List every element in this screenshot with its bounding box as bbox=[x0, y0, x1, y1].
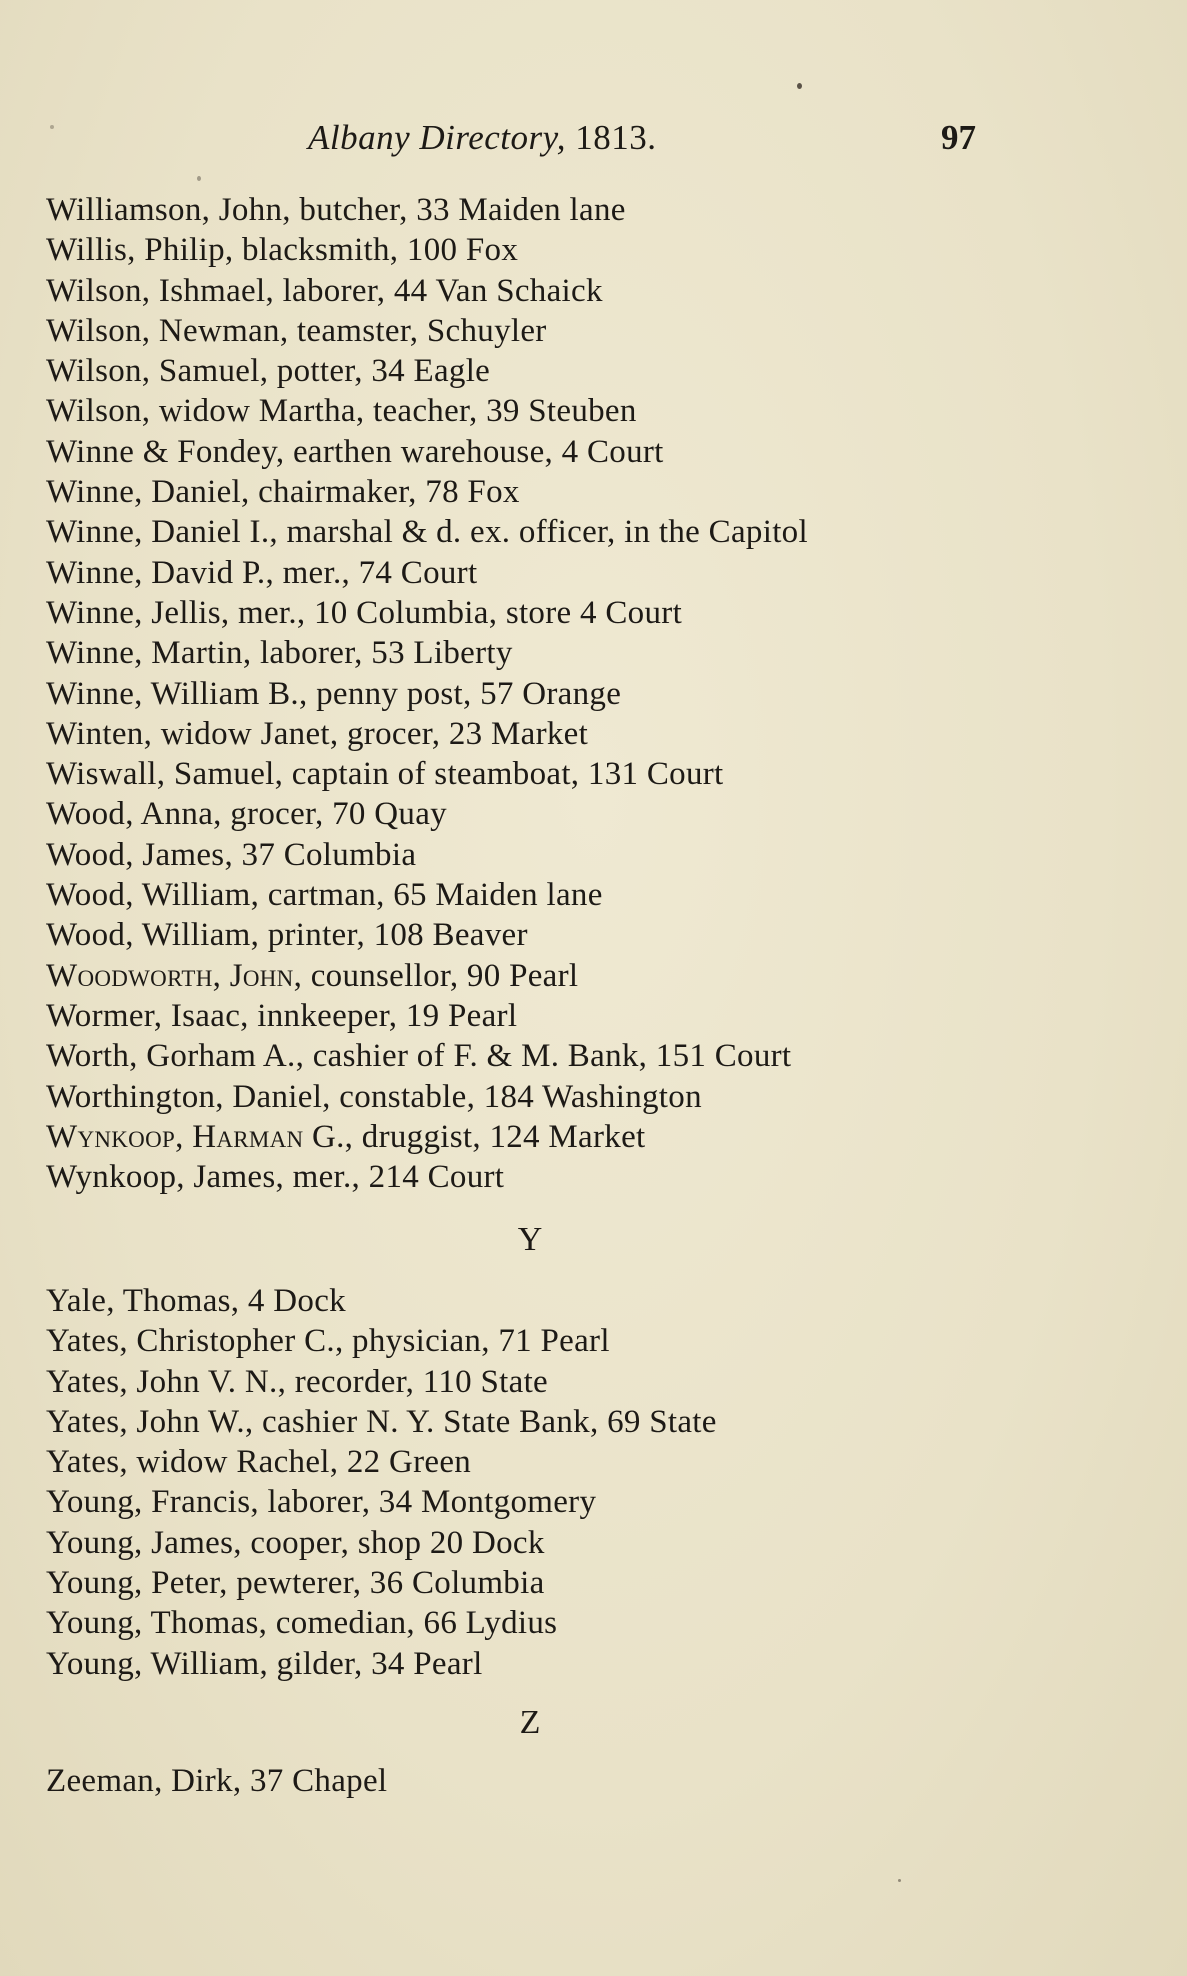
directory-entry: Winne, Daniel I., marshal & d. ex. officer, in the Capitol bbox=[46, 514, 808, 551]
directory-entry: Yates, Christopher C., physician, 71 Pearl bbox=[46, 1323, 610, 1360]
directory-entry: Worthington, Daniel, constable, 184 Washington bbox=[46, 1078, 702, 1115]
directory-entry: Yates, John V. N., recorder, 110 State bbox=[46, 1363, 548, 1400]
directory-entry: Young, James, cooper, shop 20 Dock bbox=[46, 1524, 545, 1561]
directory-entry: Williamson, John, butcher, 33 Maiden lane bbox=[46, 192, 626, 228]
directory-entry: Wood, William, printer, 108 Beaver bbox=[46, 917, 528, 954]
directory-entry: Wynkoop, James, mer., 214 Court bbox=[46, 1159, 505, 1196]
directory-entry: Yale, Thomas, 4 Dock bbox=[46, 1283, 346, 1319]
directory-entry: Wilson, Newman, teamster, Schuyler bbox=[46, 312, 547, 349]
ink-speck bbox=[797, 83, 802, 89]
directory-entry: Winten, widow Janet, grocer, 23 Market bbox=[46, 715, 589, 752]
directory-entry: Wilson, Ishmael, laborer, 44 Van Schaick bbox=[46, 272, 603, 309]
section-heading-z: Z bbox=[519, 1704, 541, 1741]
directory-entry: Young, Francis, laborer, 34 Montgomery bbox=[46, 1484, 597, 1521]
directory-entry-small-caps: Wynkoop, Harman G., druggist, 124 Market bbox=[46, 1118, 646, 1155]
directory-entry: Young, William, gilder, 34 Pearl bbox=[46, 1645, 483, 1682]
running-title bbox=[308, 118, 656, 158]
entry-name-small-caps: Wynkoop, Harman G. bbox=[46, 1118, 345, 1155]
running-title-year: 1813. bbox=[575, 118, 657, 157]
directory-entry: Worth, Gorham A., cashier of F. & M. Bank, 151 Court bbox=[46, 1038, 792, 1075]
directory-entry: Winne & Fondey, earthen warehouse, 4 Court bbox=[46, 433, 664, 470]
directory-entry: Wormer, Isaac, innkeeper, 19 Pearl bbox=[46, 997, 518, 1034]
directory-entry-small-caps: Woodworth, John, counsellor, 90 Pearl bbox=[46, 957, 579, 994]
ink-speck bbox=[898, 1879, 901, 1882]
entries-y bbox=[46, 1281, 1126, 1684]
directory-entry: Young, Thomas, comedian, 66 Lydius bbox=[46, 1605, 558, 1642]
entries-w bbox=[46, 190, 1126, 1197]
entries-z bbox=[46, 1761, 1126, 1801]
directory-entry: Young, Peter, pewterer, 36 Columbia bbox=[46, 1565, 545, 1602]
entry-name-small-caps: Woodworth, John bbox=[46, 957, 294, 994]
directory-entry: Winne, Martin, laborer, 53 Liberty bbox=[46, 635, 513, 672]
directory-entry: Winne, Daniel, chairmaker, 78 Fox bbox=[46, 474, 520, 511]
page-number: 97 bbox=[941, 118, 976, 157]
directory-entry: Wood, Anna, grocer, 70 Quay bbox=[46, 796, 447, 833]
directory-entry: Wilson, Samuel, potter, 34 Eagle bbox=[46, 353, 491, 390]
running-title-text: Albany Directory, bbox=[308, 118, 566, 157]
directory-entry: Winne, William B., penny post, 57 Orange bbox=[46, 675, 622, 712]
directory-entry: Yates, John W., cashier N. Y. State Bank, 69 State bbox=[46, 1403, 717, 1440]
directory-entry: Wood, William, cartman, 65 Maiden lane bbox=[46, 877, 603, 914]
directory-entry: Willis, Philip, blacksmith, 100 Fox bbox=[46, 232, 519, 269]
directory-entry: Winne, Jellis, mer., 10 Columbia, store 4 Court bbox=[46, 594, 683, 631]
directory-entry: Yates, widow Rachel, 22 Green bbox=[46, 1444, 472, 1481]
ink-speck bbox=[50, 125, 54, 129]
directory-entry: Zeeman, Dirk, 37 Chapel bbox=[46, 1763, 388, 1799]
directory-entry: Wiswall, Samuel, captain of steamboat, 131 Court bbox=[46, 756, 724, 793]
directory-entry: Wilson, widow Martha, teacher, 39 Steuben bbox=[46, 393, 637, 430]
page-header bbox=[300, 118, 1000, 168]
ink-speck bbox=[197, 176, 201, 181]
section-heading-y: Y bbox=[517, 1221, 543, 1258]
directory-entry: Wood, James, 37 Columbia bbox=[46, 836, 417, 873]
directory-entry: Winne, David P., mer., 74 Court bbox=[46, 554, 478, 591]
